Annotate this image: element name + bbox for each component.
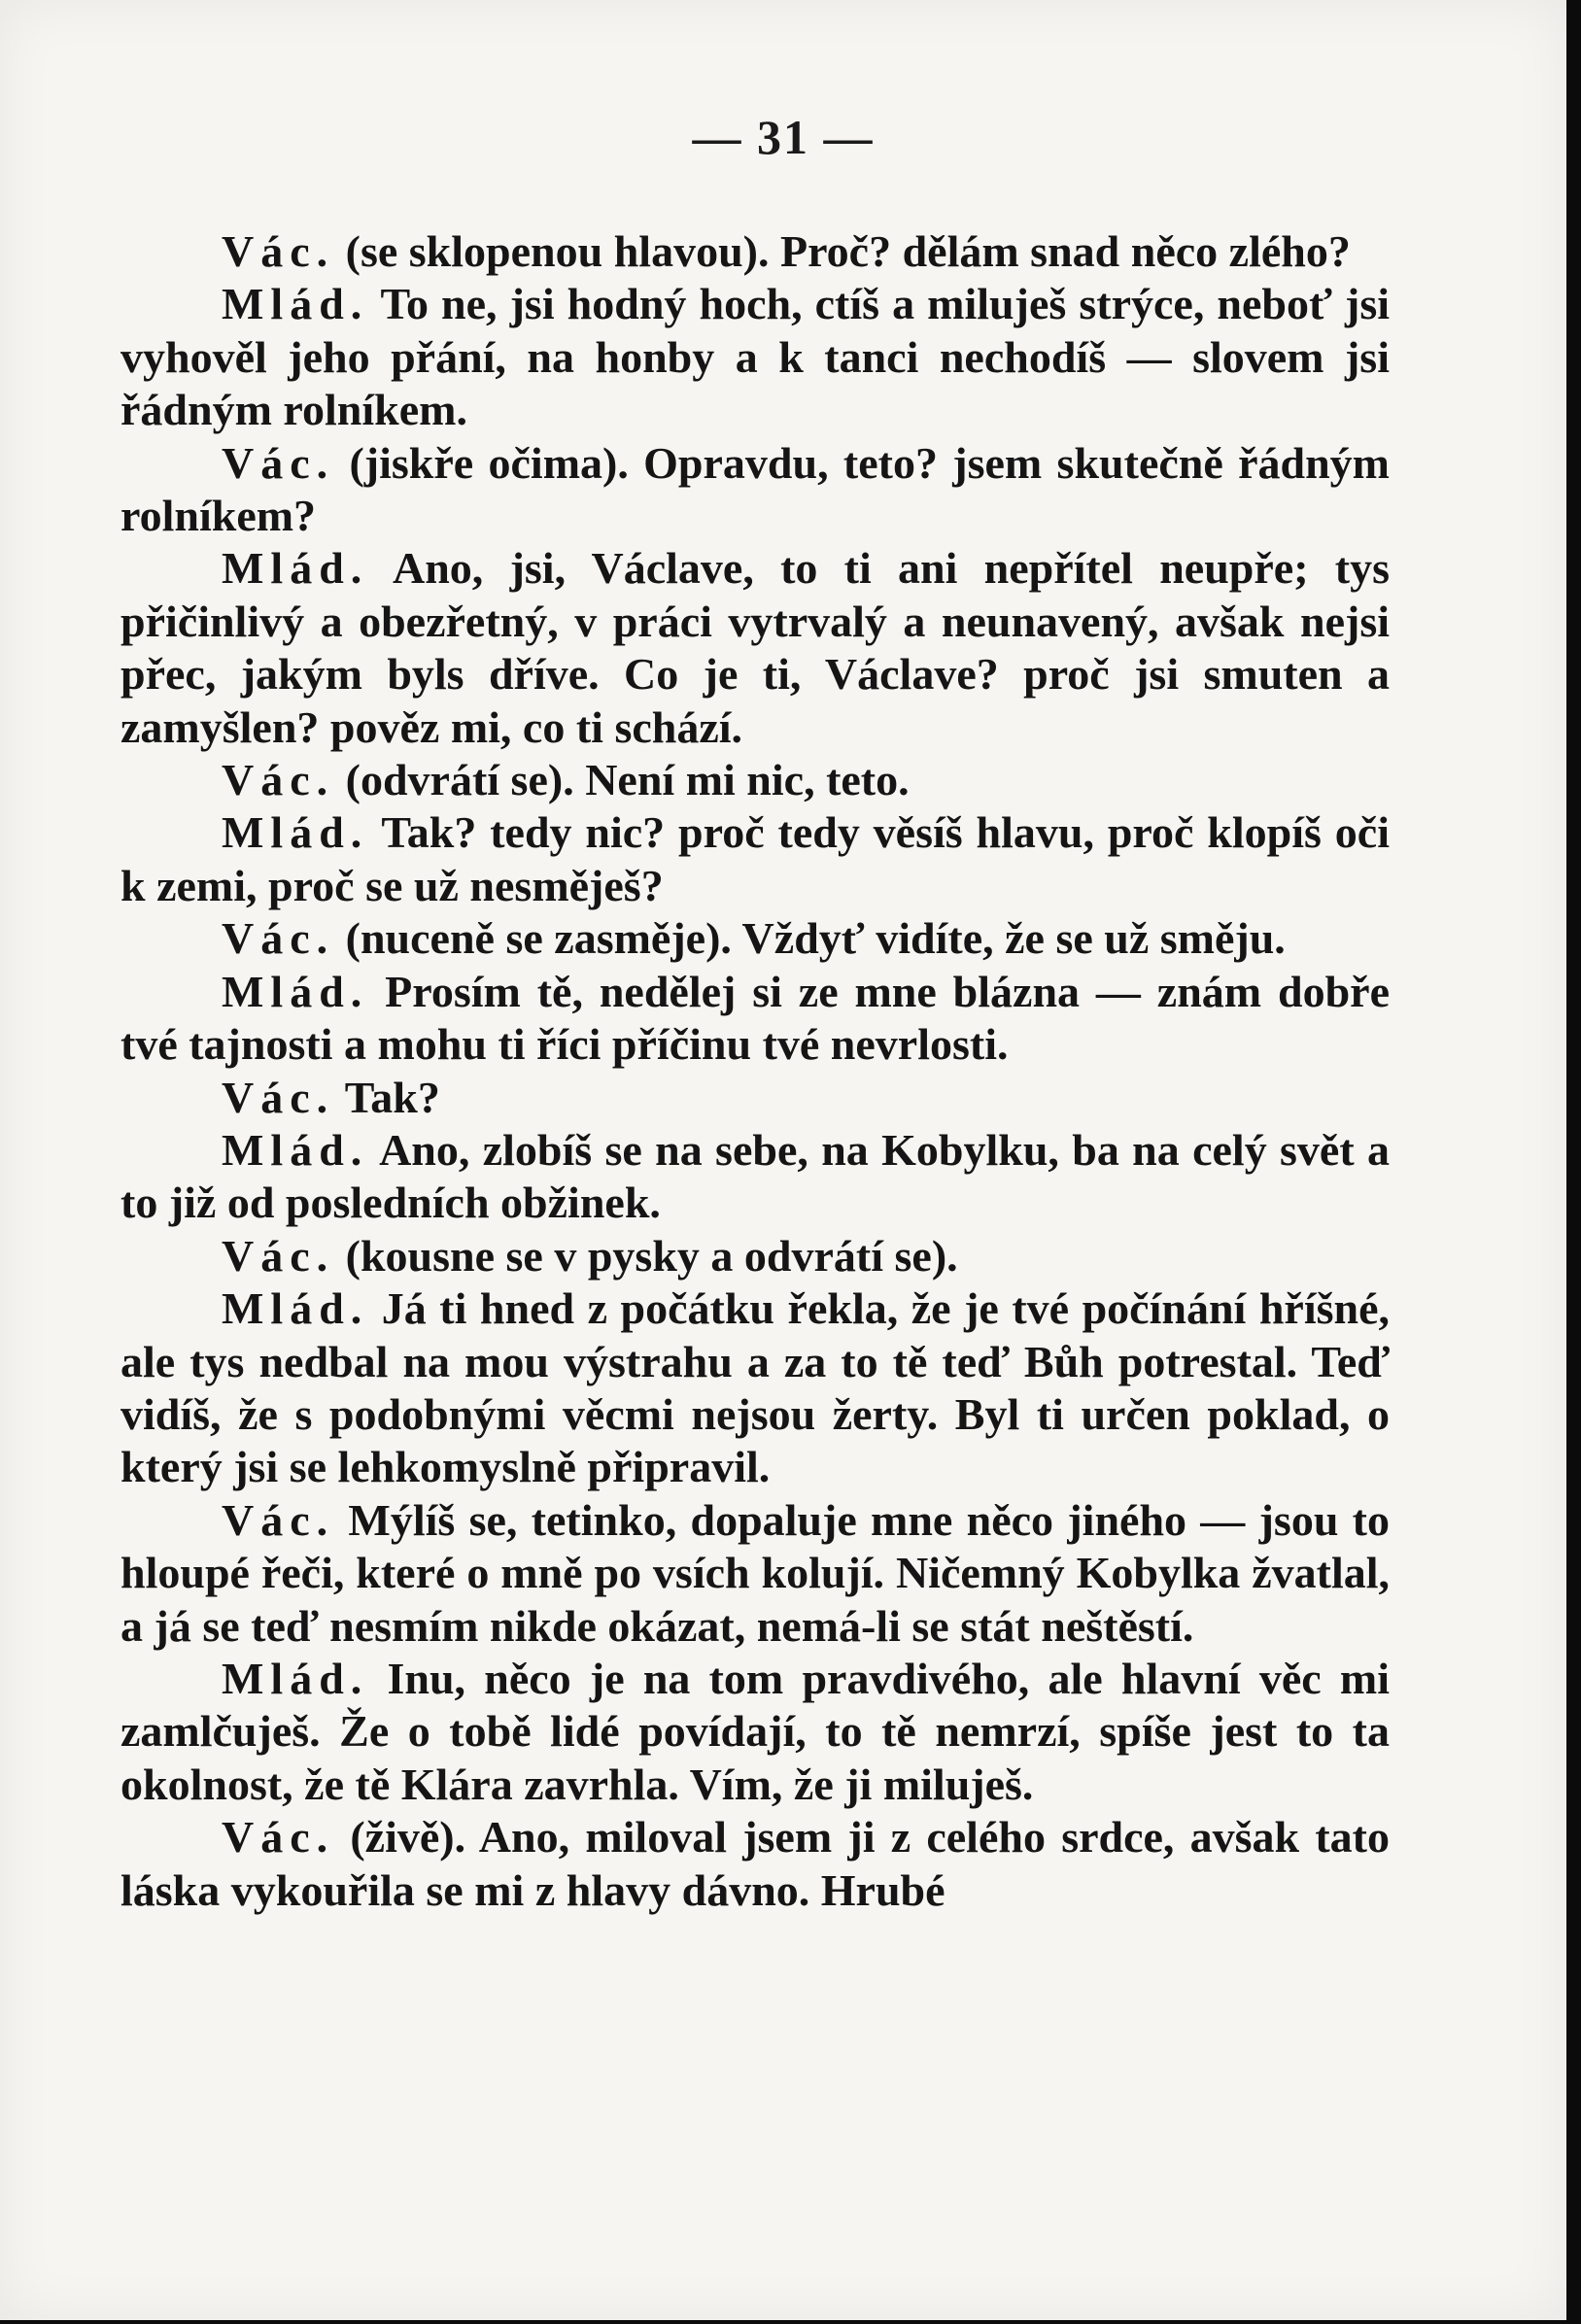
paragraph-text: (se sklopenou hlavou). Proč? dělám snad něco zlého?: [334, 226, 1351, 276]
paragraph-text: (kousne se v pysky a odvrátí se).: [334, 1230, 958, 1281]
speaker-label: Vác.: [222, 437, 335, 488]
paragraph-text: Prosím tě, nedělej si ze mne blázna — znám dobře tvé tajnosti a mohu ti říci příčinu tvé nevrlosti.: [120, 966, 1390, 1070]
speaker-label: Vác.: [222, 1230, 335, 1281]
speaker-label: Vác.: [222, 1072, 335, 1122]
speaker-label: Mlád.: [222, 807, 369, 858]
paragraph-8: [120, 966, 1390, 1072]
paragraph-text: (jiskře očima). Opravdu, teto? jsem skutečně řádným rolníkem?: [120, 437, 1390, 541]
paragraph-6: [120, 806, 1390, 912]
paragraph-9: [120, 1072, 1390, 1124]
paragraph-13: [120, 1494, 1390, 1653]
speaker-label: Vác.: [222, 1812, 335, 1863]
scan-edge: [1566, 0, 1581, 2324]
paragraph-14: [120, 1653, 1390, 1811]
paragraph-text: Ano, jsi, Václave, to ti ani nepřítel neupře; tys přičinlivý a obezřetný, v práci vytrvalý a neunavený, avšak nejsi přec, jakým byls dříve. Co je ti, Václave? proč jsi smuten a zamyšlen? pověz mi, co ti schází.: [120, 543, 1390, 752]
paragraph-5: [120, 754, 1390, 806]
speaker-label: Mlád.: [222, 1283, 369, 1334]
speaker-label: Vác.: [222, 226, 335, 276]
paragraph-text: (nuceně se zasměje). Vždyť vidíte, že se už směju.: [334, 913, 1286, 964]
paragraph-1: [120, 225, 1390, 278]
paragraph-text: (odvrátí se). Není mi nic, teto.: [334, 755, 910, 805]
paragraph-text: Inu, něco je na tom pravdivého, ale hlavní věc mi zamlčuješ. Že o tobě lidé povídají, to tě nemrzí, spíše jest to ta okolnost, že tě Klára zavrhla. Vím, že ji miluješ.: [120, 1653, 1390, 1809]
paragraph-4: [120, 542, 1390, 754]
paragraph-10: [120, 1124, 1390, 1230]
paragraph-text: Tak?: [334, 1072, 440, 1122]
paragraph-text: Já ti hned z počátku řekla, že je tvé počínání hříšné, ale tys nedbal na mou výstrahu a za to tě teď Bůh potrestal. Teď vidíš, že s podobnými věcmi nejsou žerty. Byl ti určen poklad, o který jsi se lehkomyslně připravil.: [120, 1283, 1390, 1492]
paragraph-12: [120, 1282, 1390, 1494]
speaker-label: Vác.: [222, 913, 335, 964]
page-body: [120, 225, 1390, 1917]
speaker-label: Mlád.: [222, 966, 369, 1016]
speaker-label: Mlád.: [222, 1653, 369, 1703]
speaker-label: Vác.: [222, 1494, 335, 1545]
paragraph-text: To ne, jsi hodný hoch, ctíš a miluješ strýce, neboť jsi vyhověl jeho přání, na honby a k tanci nechodíš — slovem jsi řádným rolníkem.: [120, 279, 1390, 435]
paragraph-15: [120, 1811, 1390, 1917]
paragraph-2: [120, 278, 1390, 436]
paragraph-text: Mýlíš se, tetinko, dopaluje mne něco jiného — jsou to hloupé řeči, které o mně po vsích kolují. Ničemný Kobylka žvatlal, a já se teď nesmím nikde okázat, nemá-li se stát neštěstí.: [120, 1494, 1390, 1651]
paragraph-text: Tak? tedy nic? proč tedy věsíš hlavu, proč klopíš oči k zemi, proč se už nesměješ?: [120, 807, 1390, 910]
paragraph-11: [120, 1230, 1390, 1282]
paragraph-text: (živě). Ano, miloval jsem ji z celého srdce, avšak tato láska vykouřila se mi z hlavy dávno. Hrubé: [120, 1812, 1390, 1915]
speaker-label: Mlád.: [222, 279, 369, 329]
page-number: — 31 —: [692, 110, 875, 164]
paragraph-text: Ano, zlobíš se na sebe, na Kobylku, ba na celý svět a to již od posledních obžinek.: [120, 1124, 1390, 1228]
speaker-label: Mlád.: [222, 1124, 369, 1175]
paragraph-7: [120, 912, 1390, 965]
speaker-label: Mlád.: [222, 543, 369, 594]
paragraph-3: [120, 437, 1390, 543]
speaker-label: Vác.: [222, 755, 335, 805]
